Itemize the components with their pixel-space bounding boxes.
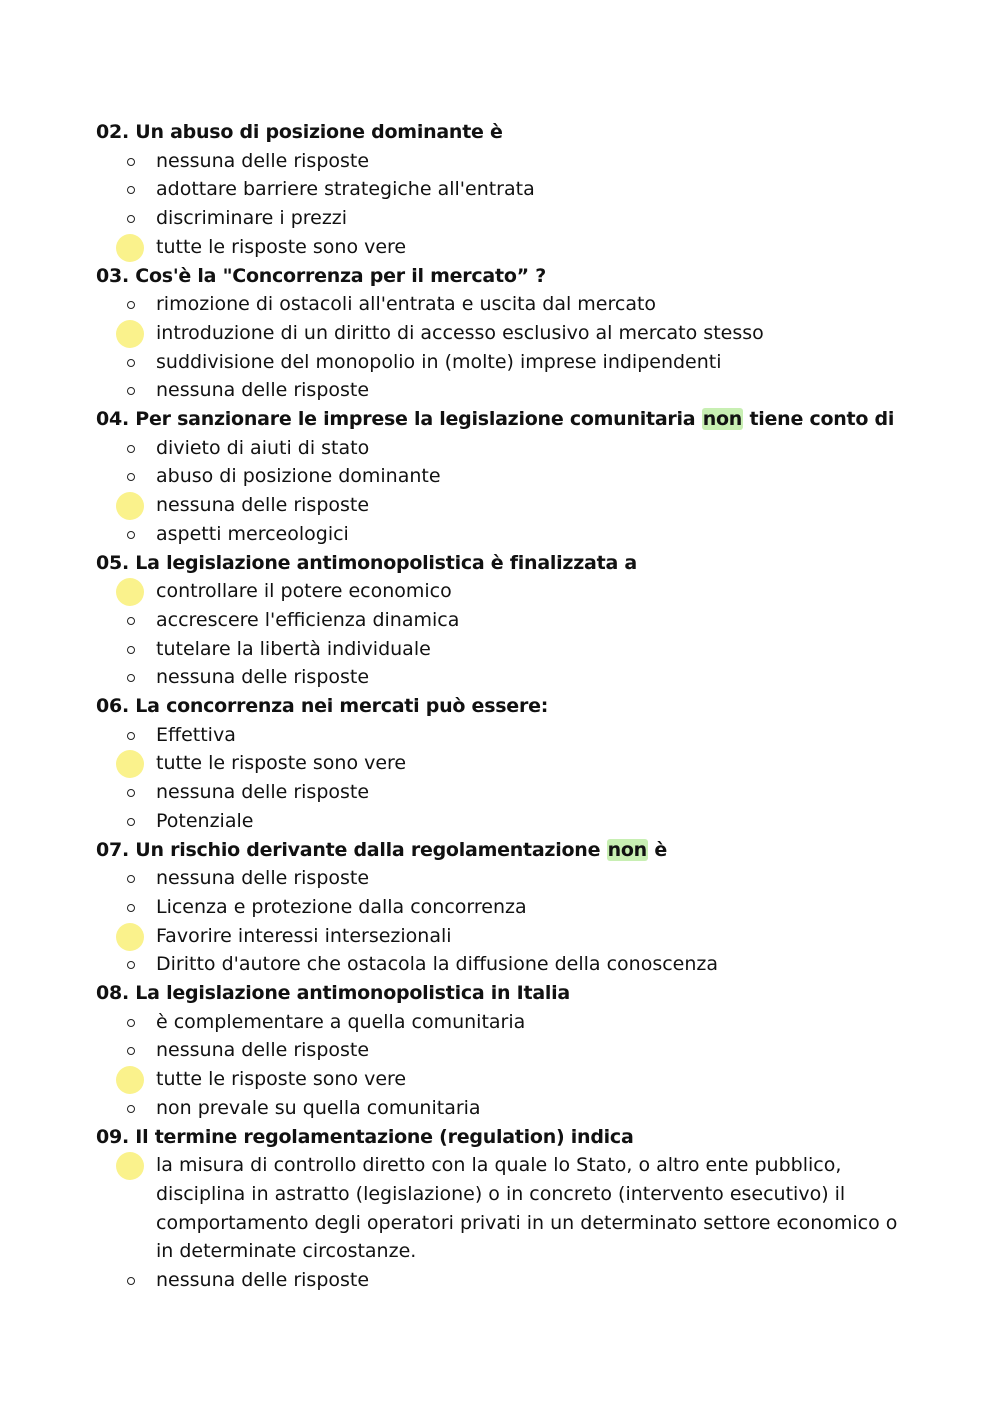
circle-bullet-icon: [127, 387, 135, 395]
answer-option: [96, 606, 916, 635]
answer-text: nessuna delle risposte: [156, 781, 370, 804]
answer-option: [96, 1094, 916, 1123]
answer-option: [96, 462, 916, 491]
answer-text: rimozione di ostacoli all'entrata e uscita dal mercato: [156, 293, 657, 316]
question-09: [96, 1123, 916, 1295]
question-07: [96, 836, 916, 980]
answer-options: [96, 290, 916, 405]
answer-option-correct: [96, 749, 916, 778]
circle-bullet-icon: [127, 646, 135, 654]
answer-text: la misura di controllo diretto con la quale lo Stato, o altro ente pubblico, disciplina in astratto (legislazione) o in concreto (intervento esecutivo) il comportamento degli operatori privati in un determinato settore economico o in determinate circostanze.: [156, 1154, 898, 1263]
answer-options: [96, 147, 916, 262]
circle-bullet-icon: [127, 158, 135, 166]
answer-text: nessuna delle risposte: [156, 867, 370, 890]
question-08: [96, 979, 916, 1123]
answer-text: tutte le risposte sono vere: [156, 1068, 407, 1091]
answer-option-correct: [96, 319, 916, 348]
answer-option: [96, 635, 916, 664]
answer-option: [96, 348, 916, 377]
answer-text: abuso di posizione dominante: [156, 465, 441, 488]
question-title: 09. Il termine regolamentazione (regulation) indica: [96, 1125, 634, 1148]
answer-text: non prevale su quella comunitaria: [156, 1096, 481, 1119]
answer-highlight-marker: [116, 578, 144, 606]
answer-option: [96, 1266, 916, 1295]
question-02: [96, 118, 916, 262]
answer-text: Potenziale: [156, 809, 254, 832]
question-05: [96, 549, 916, 693]
quiz-document: [96, 118, 916, 1295]
circle-bullet-icon: [127, 215, 135, 223]
answer-options: [96, 1008, 916, 1123]
answer-option: [96, 376, 916, 405]
question-title: 02. Un abuso di posizione dominante è: [96, 121, 503, 143]
question-03: [96, 262, 916, 406]
question-06: [96, 692, 916, 836]
circle-bullet-icon: [127, 445, 135, 453]
answer-highlight-marker: [116, 320, 144, 348]
answer-options: [96, 577, 916, 692]
answer-option-correct: [96, 233, 916, 262]
answer-text: nessuna delle risposte: [156, 379, 370, 402]
answer-option-correct: [96, 1065, 916, 1094]
answer-text: nessuna delle risposte: [156, 666, 370, 689]
circle-bullet-icon: [127, 1047, 135, 1055]
answer-option: [96, 175, 916, 204]
circle-bullet-icon: [127, 617, 135, 625]
answer-option: [96, 1008, 916, 1037]
answer-option: [96, 721, 916, 750]
answer-option: [96, 807, 916, 836]
question-04: [96, 405, 916, 549]
answer-text: tutelare la libertà individuale: [156, 637, 431, 660]
circle-bullet-icon: [127, 1019, 135, 1027]
answer-option: [96, 778, 916, 807]
question-title: 03. Cos'è la "Concorrenza per il mercato” ?: [96, 264, 546, 287]
answer-option-correct: [96, 491, 916, 520]
answer-text: nessuna delle risposte: [156, 1039, 370, 1062]
answer-options: [96, 1151, 916, 1295]
question-title: 06. La concorrenza nei mercati può essere:: [96, 695, 549, 717]
answer-highlight-marker: [116, 492, 144, 520]
question-title: 08. La legislazione antimonopolistica in Italia: [96, 982, 571, 1004]
answer-options: [96, 434, 916, 549]
answer-text: nessuna delle risposte: [156, 494, 370, 517]
circle-bullet-icon: [127, 186, 135, 194]
circle-bullet-icon: [127, 674, 135, 682]
question-title-part: 04. Per sanzionare le imprese la legislazione comunitaria: [96, 408, 702, 430]
circle-bullet-icon: [127, 473, 135, 481]
circle-bullet-icon: [127, 301, 135, 309]
question-title-part: tiene conto di: [743, 408, 895, 430]
circle-bullet-icon: [127, 961, 135, 969]
answer-option: [96, 434, 916, 463]
answer-option-correct: [96, 1151, 916, 1266]
keyword-highlight: non: [702, 408, 743, 430]
question-title-part: è: [647, 838, 667, 861]
answer-text: Favorire interessi intersezionali: [156, 924, 452, 947]
answer-text: discriminare i prezzi: [156, 207, 348, 230]
answer-highlight-marker: [116, 923, 144, 951]
answer-text: introduzione di un diritto di accesso esclusivo al mercato stesso: [156, 321, 764, 344]
question-title: 05. La legislazione antimonopolistica è finalizzata a: [96, 551, 637, 574]
answer-option: [96, 290, 916, 319]
answer-text: è complementare a quella comunitaria: [156, 1010, 526, 1033]
answer-text: nessuna delle risposte: [156, 1269, 370, 1291]
answer-highlight-marker: [116, 750, 144, 778]
answer-option: [96, 950, 916, 979]
answer-text: controllare il potere economico: [156, 580, 452, 603]
answer-option: [96, 147, 916, 176]
answer-text: aspetti merceologici: [156, 522, 349, 545]
question-title-part: 07. Un rischio derivante dalla regolamentazione: [96, 838, 607, 861]
question-title: [96, 836, 916, 865]
answer-option-correct: [96, 922, 916, 951]
answer-option: [96, 663, 916, 692]
answer-highlight-marker: [116, 1066, 144, 1094]
circle-bullet-icon: [127, 1277, 135, 1285]
answer-option: [96, 204, 916, 233]
circle-bullet-icon: [127, 1105, 135, 1113]
circle-bullet-icon: [127, 875, 135, 883]
circle-bullet-icon: [127, 789, 135, 797]
answer-text: Licenza e protezione dalla concorrenza: [156, 895, 527, 918]
answer-text: Diritto d'autore che ostacola la diffusione della conoscenza: [156, 953, 719, 976]
circle-bullet-icon: [127, 818, 135, 826]
circle-bullet-icon: [127, 904, 135, 912]
answer-options: [96, 864, 916, 979]
answer-option: [96, 864, 916, 893]
answer-highlight-marker: [116, 234, 144, 262]
keyword-highlight: non: [607, 838, 647, 861]
circle-bullet-icon: [127, 531, 135, 539]
answer-options: [96, 721, 916, 836]
circle-bullet-icon: [127, 732, 135, 740]
answer-text: suddivisione del monopolio in (molte) imprese indipendenti: [156, 350, 722, 373]
answer-option-correct: [96, 577, 916, 606]
question-title: [96, 405, 916, 434]
answer-highlight-marker: [116, 1152, 144, 1180]
answer-text: accrescere l'efficienza dinamica: [156, 608, 460, 631]
circle-bullet-icon: [127, 359, 135, 367]
answer-text: tutte le risposte sono vere: [156, 752, 407, 775]
answer-text: tutte le risposte sono vere: [156, 235, 407, 258]
answer-text: divieto di aiuti di stato: [156, 436, 370, 459]
answer-text: nessuna delle risposte: [156, 149, 370, 172]
answer-option: [96, 1036, 916, 1065]
answer-option: [96, 893, 916, 922]
answer-text: adottare barriere strategiche all'entrata: [156, 178, 535, 201]
answer-option: [96, 520, 916, 549]
answer-text: Effettiva: [156, 723, 236, 746]
